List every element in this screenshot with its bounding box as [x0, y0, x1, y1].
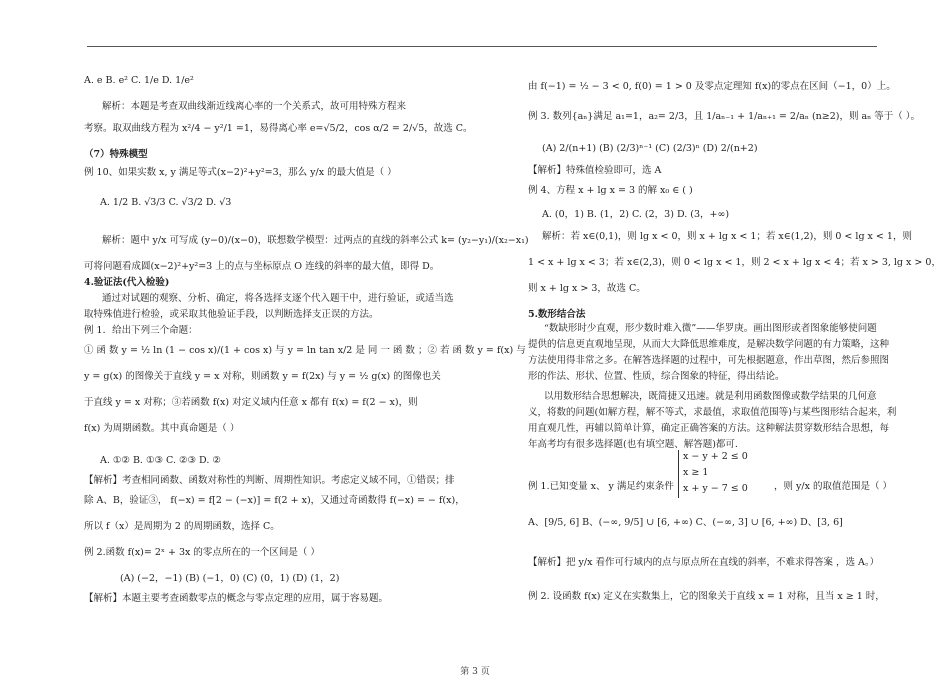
options-line: A. ①② B. ①③ C. ②③ D. ② [100, 455, 221, 466]
analysis-line: 解析：若 x∈(0,1)，则 lg x < 0，则 x + lg x < 1；若 x∈(1,2)，则 0 < lg x < 1，则 [542, 231, 912, 242]
analysis-line: 由 f(−1) = ½ − 3 < 0, f(0) = 1 > 0 及零点定理知 f(x)的零点在区间（−1，0）上。 [528, 81, 896, 92]
analysis-line: 【解析】考查相同函数、函数对称性的判断、周期性知识。考虑定义域不同，①错误；排 [84, 475, 455, 486]
proposition-line: 于直线 y = x 对称；③若函数 f(x) 对定义域内任意 x 都有 f(x) = f(2 − x)，则 [84, 397, 418, 408]
options-line: A. 1/2 B. √3/3 C. √3/2 D. √3 [100, 197, 232, 208]
options-line: A. (0，1) B. (1，2) C. (2，3) D. (3，+∞) [542, 209, 730, 220]
paragraph-line: 通过对试题的观察、分析、确定，将各选择支逐个代入题干中，进行验证，或适当选 [102, 293, 454, 304]
example-question: 例 1．给出下列三个命题： [84, 325, 198, 336]
constraint-line: x + y − 7 ≤ 0 [683, 483, 748, 494]
analysis-line: 考察。取双曲线方程为 x²/4 − y²/1 =1，易得离心率 e=√5/2，cos α/2 = 2/√5，故选 C。 [84, 123, 473, 134]
paragraph-line: “数缺形时少直观，形少数时难入微”——华罗庚。画出图形或者图象能够使问题 [544, 323, 877, 334]
section-heading: 5.数形结合法 [528, 309, 586, 320]
paragraph-line: 取特殊值进行检验，或采取其他验证手段，以判断选择支正误的方法。 [84, 309, 379, 320]
paragraph-line: 以用数形结合思想解决，既简捷又迅速。就是利用函数图像或数学结果的几何意 [544, 391, 877, 402]
analysis-line: 除 A、B，验证③， f(−x) = f[2 − (−x)] = f(2 + x)，又通过奇函数得 f(−x) = − f(x)， [84, 495, 465, 506]
analysis-line: 【解析】本题主要考查函数零点的概念与零点定理的应用，属于容易题。 [84, 593, 389, 604]
analysis-line: 则 x + lg x > 3，故选 C。 [528, 283, 646, 294]
analysis-line: 【解析】特殊值检验即可，选 A [528, 165, 662, 176]
options-line: A. e B. e² C. 1/e D. 1/e² [84, 75, 194, 86]
header-rule [87, 46, 877, 47]
example-question: 例 2.函数 f(x)= 2ˣ + 3x 的零点所在的一个区间是（ ） [84, 547, 320, 558]
analysis-line: 解析：本题是考查双曲线渐近线离心率的一个关系式，故可用特殊方程来 [102, 101, 407, 112]
paragraph-line: 提供的信息更直观地呈现，从而大大降低思维难度，是解决数学问题的有力策略，这种 [528, 339, 890, 350]
section-heading: （7）特殊模型 [84, 149, 148, 160]
example-question-tail: ，则 y/x 的取值范围是（ ） [774, 481, 892, 492]
options-line: (A) (−2，−1) (B) (−1，0) (C) (0，1) (D) (1，2) [120, 573, 340, 584]
example-question: 例 1.已知变量 x、 y 满足约束条件 [528, 481, 674, 492]
paragraph-line: 义，将数的问题(如解方程，解不等式，求最值，求取值范围等)与某些图形结合起来，利 [528, 407, 897, 418]
constraint-line: x − y + 2 ≤ 0 [683, 451, 748, 462]
constraint-system [678, 450, 771, 498]
section-heading: 4.验证法(代入检验) [84, 277, 170, 288]
proposition-line: y = g(x) 的图像关于直线 y = x 对称，则函数 y = f(2x) 与 y = ½ g(x) 的图像也关 [84, 371, 441, 382]
paragraph-line: 年高考均有很多选择题(也有填空题、解答题)都可. [528, 439, 738, 450]
paragraph-line: 形的作法、形状、位置、性质，综合图象的特征，得出结论。 [528, 371, 785, 382]
options-line: (A) 2/(n+1) (B) (2/3)ⁿ⁻¹ (C) (2/3)ⁿ (D) 2/(n+2) [542, 143, 758, 154]
options-line: A、[9/5, 6] B、(−∞, 9/5] ∪ [6, +∞) C、(−∞, 3] ∪ [6, +∞) D、[3, 6] [528, 517, 843, 528]
paragraph-line: 用直观几性，再辅以简单计算，确定正确答案的方法。这种解法贯穿数形结合思想，每 [528, 423, 890, 434]
analysis-line: 【解析】把 y/x 看作可行域内的点与原点所在直线的斜率，不难求得答案 ，选 A。） [528, 557, 880, 568]
example-question: 例 10、如果实数 x, y 满足等式(x−2)²+y²=3，那么 y/x 的最大值是（ ） [84, 167, 397, 178]
analysis-line: 解析：题中 y/x 可写成 (y−0)/(x−0)，联想数学模型：过两点的直线的斜率公式 k= (y₂−y₁)/(x₂−x₁) [102, 235, 529, 246]
paragraph-line: 方法使用得非常之多。在解答选择题的过程中，可先根据题意，作出草图，然后参照图 [528, 355, 890, 366]
example-question: 例 2. 设函数 f(x) 定义在实数集上，它的图象关于直线 x = 1 对称，且当 x ≥ 1 时， [528, 591, 885, 602]
analysis-line: 可将问题看成圆(x−2)²+y²=3 上的点与坐标原点 O 连线的斜率的最大值，即得 D。 [84, 261, 440, 272]
proposition-line: f(x) 为周期函数。其中真命题是（ ） [84, 423, 240, 434]
page-number: 第 3 页 [460, 667, 490, 677]
example-question: 例 3. 数列{aₙ}满足 a₁=1，a₂= 2/3，且 1/aₙ₋₁ + 1/aₙ₊₁ = 2/aₙ (n≥2)，则 aₙ 等于（ ）。 [528, 111, 921, 122]
analysis-line: 1 < x + lg x < 3；若 x∈(2,3)，则 0 < lg x < 1，则 2 < x + lg x < 4；若 x > 3, lg x > 0， [528, 257, 941, 268]
constraint-line: x ≥ 1 [683, 467, 709, 478]
analysis-line: 所以 f（x）是周期为 2 的周期函数，选择 C。 [84, 521, 280, 532]
example-question: 例 4、方程 x + lg x = 3 的解 x₀ ∈ ( ) [528, 185, 693, 196]
proposition-line: ① 函 数 y = ½ ln (1 − cos x)/(1 + cos x) 与 y = ln tan x/2 是 同 一 函 数 ；② 若 函 数 y = f(x) 与 [84, 345, 526, 356]
